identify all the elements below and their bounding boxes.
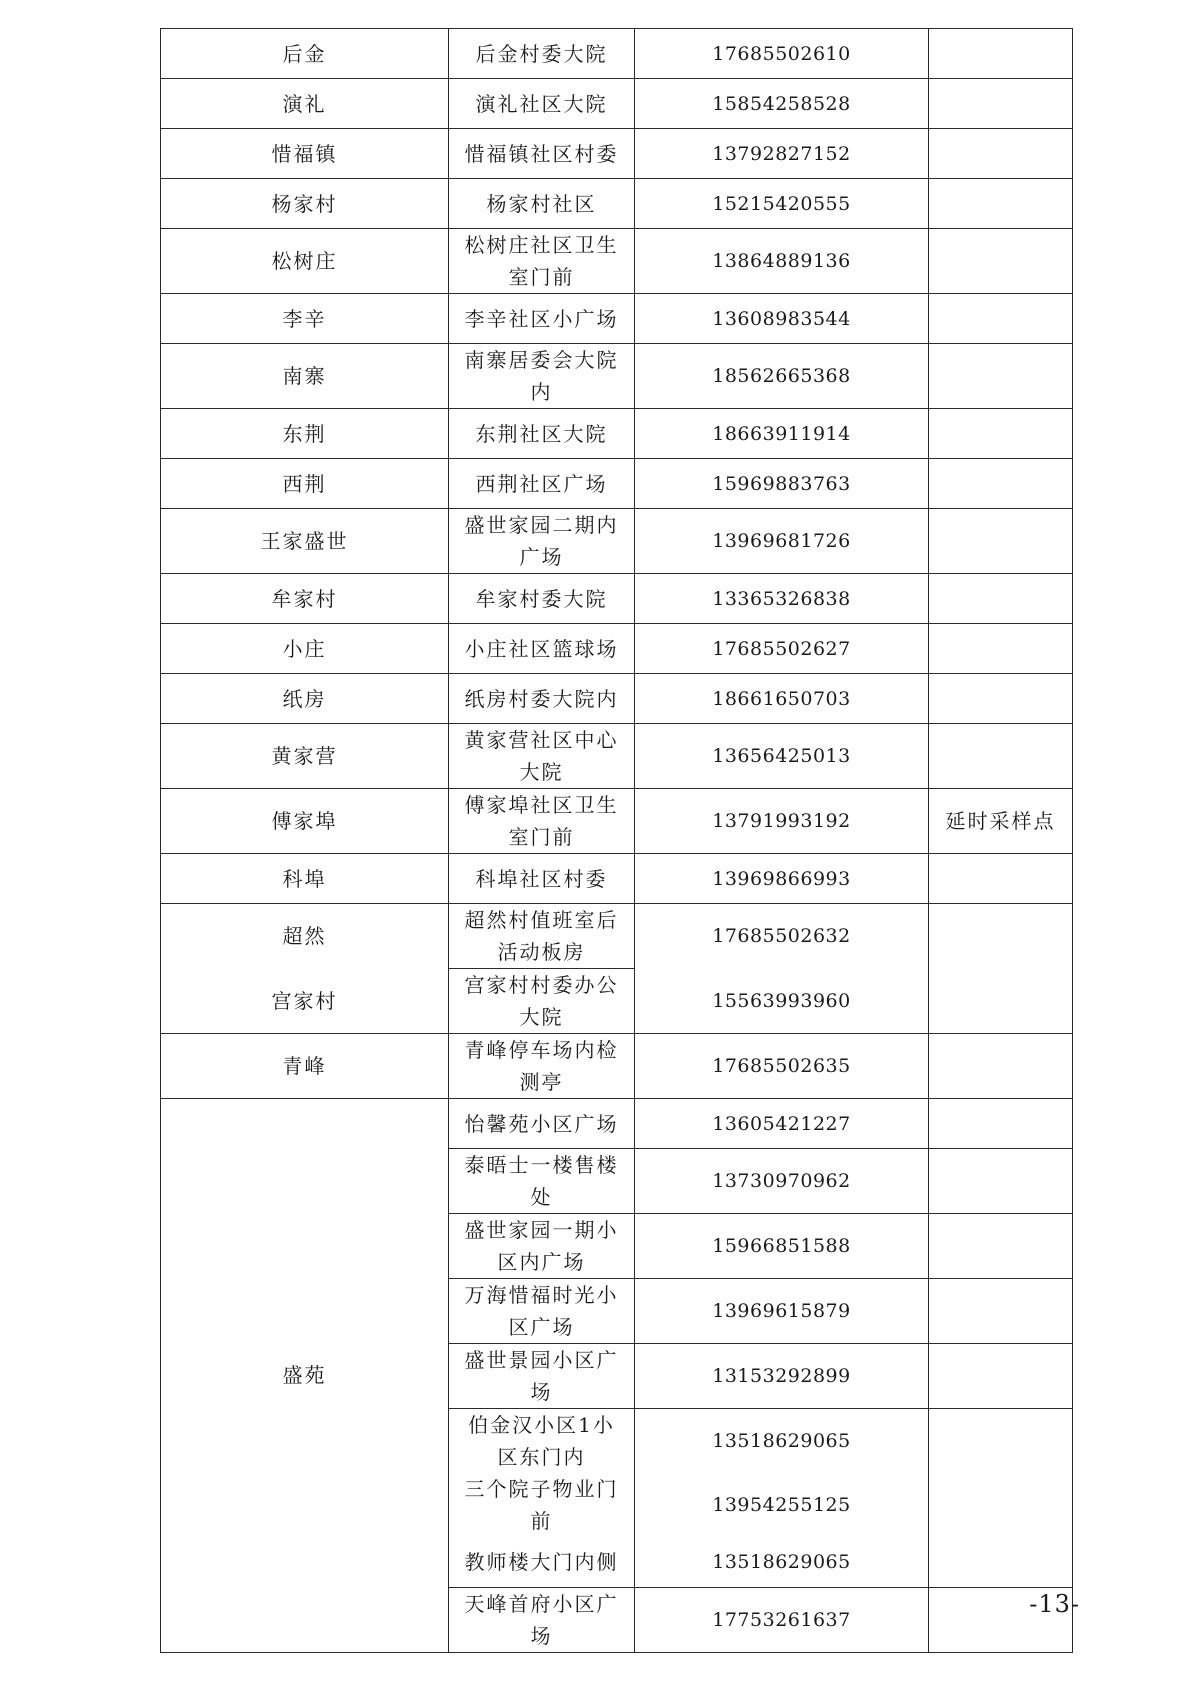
phone-cell: 15563993960 xyxy=(635,969,929,1034)
note-cell xyxy=(929,674,1073,724)
page-number: -13- xyxy=(1029,1590,1080,1618)
location-cell: 惜福镇社区村委 xyxy=(449,129,635,179)
table-row xyxy=(161,624,1073,674)
note-cell xyxy=(929,1149,1073,1214)
phone-cell: 13969615879 xyxy=(635,1279,929,1344)
note-cell xyxy=(929,854,1073,904)
phone-cell: 17685502627 xyxy=(635,624,929,674)
location-cell: 李辛社区小广场 xyxy=(449,294,635,344)
table-row xyxy=(161,674,1073,724)
area-cell: 王家盛世 xyxy=(161,509,449,574)
location-cell: 万海惜福时光小区广场 xyxy=(449,1279,635,1344)
note-cell xyxy=(929,509,1073,574)
area-cell: 后金 xyxy=(161,29,449,79)
phone-cell: 15215420555 xyxy=(635,179,929,229)
phone-cell: 13730970962 xyxy=(635,1149,929,1214)
location-cell: 盛世家园二期内广场 xyxy=(449,509,635,574)
note-cell xyxy=(929,459,1073,509)
area-cell: 李辛 xyxy=(161,294,449,344)
note-cell xyxy=(929,294,1073,344)
note-cell xyxy=(929,179,1073,229)
phone-cell: 18562665368 xyxy=(635,344,929,409)
location-cell: 三个院子物业门前 xyxy=(449,1473,635,1537)
location-cell: 纸房村委大院内 xyxy=(449,674,635,724)
location-cell: 泰晤士一楼售楼处 xyxy=(449,1149,635,1214)
location-cell: 牟家村委大院 xyxy=(449,574,635,624)
area-cell: 黄家营 xyxy=(161,724,449,789)
table-row xyxy=(161,459,1073,509)
table-row xyxy=(161,29,1073,79)
phone-cell: 13954255125 xyxy=(635,1473,929,1537)
area-cell: 东荆 xyxy=(161,409,449,459)
note-cell xyxy=(929,1344,1073,1409)
phone-cell: 13605421227 xyxy=(635,1099,929,1149)
sampling-sites-table xyxy=(160,28,1073,1653)
note-cell xyxy=(929,1099,1073,1149)
note-cell xyxy=(929,1473,1073,1537)
location-cell: 松树庄社区卫生室门前 xyxy=(449,229,635,294)
phone-cell: 13864889136 xyxy=(635,229,929,294)
area-cell: 南寨 xyxy=(161,344,449,409)
area-cell: 小庄 xyxy=(161,624,449,674)
phone-cell: 13518629065 xyxy=(635,1409,929,1474)
phone-cell: 18661650703 xyxy=(635,674,929,724)
area-cell: 宫家村 xyxy=(161,969,449,1034)
note-cell xyxy=(929,904,1073,969)
location-cell: 青峰停车场内检测亭 xyxy=(449,1034,635,1099)
phone-cell: 13365326838 xyxy=(635,574,929,624)
note-cell xyxy=(929,344,1073,409)
location-cell: 盛世景园小区广场 xyxy=(449,1344,635,1409)
phone-cell: 18663911914 xyxy=(635,409,929,459)
table-row xyxy=(161,724,1073,789)
phone-cell: 13791993192 xyxy=(635,789,929,854)
note-cell xyxy=(929,969,1073,1034)
location-cell: 黄家营社区中心大院 xyxy=(449,724,635,789)
note-cell xyxy=(929,1537,1073,1587)
table-row xyxy=(161,509,1073,574)
area-cell: 牟家村 xyxy=(161,574,449,624)
phone-cell: 17685502632 xyxy=(635,904,929,969)
location-cell: 教师楼大门内侧 xyxy=(449,1537,635,1587)
note-cell xyxy=(929,624,1073,674)
note-cell xyxy=(929,129,1073,179)
location-cell: 南寨居委会大院内 xyxy=(449,344,635,409)
table-row xyxy=(161,969,1073,1034)
table-row xyxy=(161,789,1073,854)
phone-cell: 13969681726 xyxy=(635,509,929,574)
phone-cell: 13792827152 xyxy=(635,129,929,179)
area-cell: 超然 xyxy=(161,904,449,969)
location-cell: 演礼社区大院 xyxy=(449,79,635,129)
phone-cell: 13969866993 xyxy=(635,854,929,904)
area-cell: 惜福镇 xyxy=(161,129,449,179)
area-cell: 杨家村 xyxy=(161,179,449,229)
table-row xyxy=(161,1034,1073,1099)
table-row xyxy=(161,409,1073,459)
note-cell: 延时采样点 xyxy=(929,789,1073,854)
phone-cell: 13153292899 xyxy=(635,1344,929,1409)
location-cell: 傅家埠社区卫生室门前 xyxy=(449,789,635,854)
location-cell: 杨家村社区 xyxy=(449,179,635,229)
note-cell xyxy=(929,724,1073,789)
phone-cell: 13608983544 xyxy=(635,294,929,344)
note-cell xyxy=(929,1279,1073,1344)
location-cell: 后金村委大院 xyxy=(449,29,635,79)
table-row xyxy=(161,129,1073,179)
table-row xyxy=(161,229,1073,294)
phone-cell: 17753261637 xyxy=(635,1587,929,1652)
table-row xyxy=(161,1099,1073,1149)
location-cell: 伯金汉小区1小区东门内 xyxy=(449,1409,635,1474)
note-cell xyxy=(929,1214,1073,1279)
location-cell: 科埠社区村委 xyxy=(449,854,635,904)
note-cell xyxy=(929,29,1073,79)
phone-cell: 17685502610 xyxy=(635,29,929,79)
note-cell xyxy=(929,229,1073,294)
note-cell xyxy=(929,574,1073,624)
area-cell: 青峰 xyxy=(161,1034,449,1099)
table-row xyxy=(161,179,1073,229)
table-row xyxy=(161,904,1073,969)
table-row xyxy=(161,344,1073,409)
table-row xyxy=(161,79,1073,129)
area-cell: 盛苑 xyxy=(161,1099,449,1653)
table-row xyxy=(161,294,1073,344)
note-cell xyxy=(929,79,1073,129)
location-cell: 东荆社区大院 xyxy=(449,409,635,459)
table-row xyxy=(161,854,1073,904)
location-cell: 怡馨苑小区广场 xyxy=(449,1099,635,1149)
note-cell xyxy=(929,1034,1073,1099)
area-cell: 科埠 xyxy=(161,854,449,904)
phone-cell: 15854258528 xyxy=(635,79,929,129)
note-cell xyxy=(929,1409,1073,1474)
phone-cell: 15966851588 xyxy=(635,1214,929,1279)
area-cell: 松树庄 xyxy=(161,229,449,294)
area-cell: 西荆 xyxy=(161,459,449,509)
phone-cell: 15969883763 xyxy=(635,459,929,509)
area-cell: 纸房 xyxy=(161,674,449,724)
location-cell: 天峰首府小区广场 xyxy=(449,1587,635,1652)
area-cell: 傅家埠 xyxy=(161,789,449,854)
location-cell: 宫家村村委办公大院 xyxy=(449,969,635,1034)
phone-cell: 13656425013 xyxy=(635,724,929,789)
location-cell: 盛世家园一期小区内广场 xyxy=(449,1214,635,1279)
phone-cell: 17685502635 xyxy=(635,1034,929,1099)
area-cell: 演礼 xyxy=(161,79,449,129)
phone-cell: 13518629065 xyxy=(635,1537,929,1587)
location-cell: 西荆社区广场 xyxy=(449,459,635,509)
location-cell: 超然村值班室后活动板房 xyxy=(449,904,635,969)
note-cell xyxy=(929,409,1073,459)
location-cell: 小庄社区篮球场 xyxy=(449,624,635,674)
table-row xyxy=(161,574,1073,624)
